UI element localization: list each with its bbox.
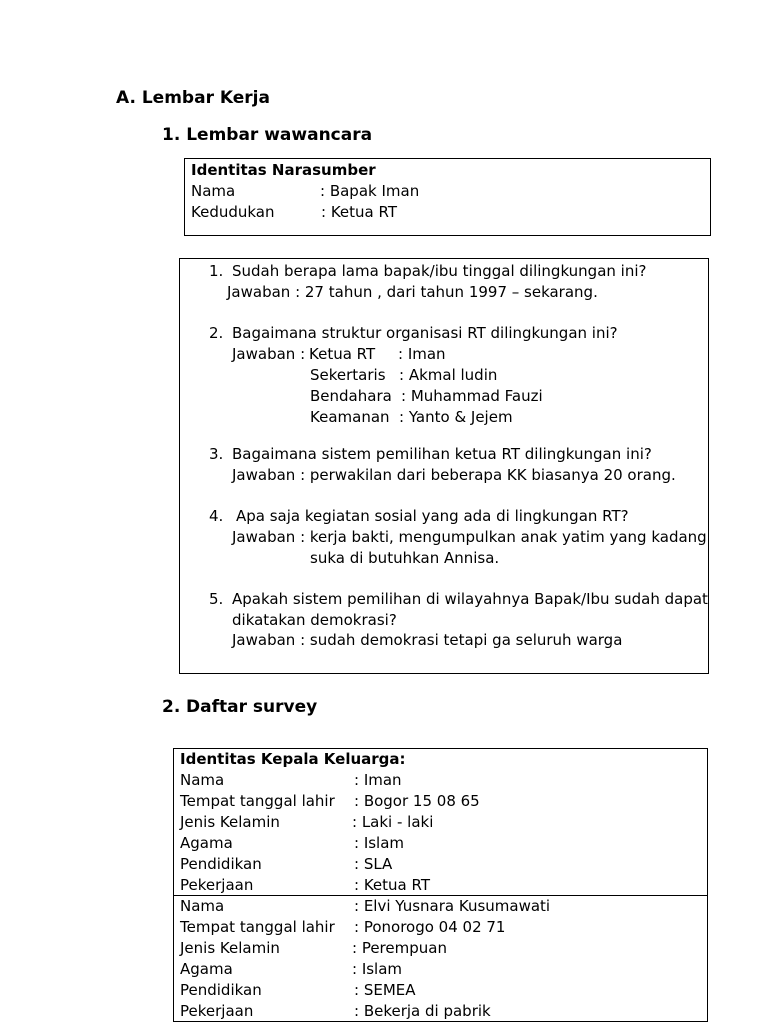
q5-answer: Jawaban : sudah demokrasi tetapi ga seluruh warga [232,631,623,649]
p2-label: Pekerjaan [180,1002,254,1020]
q2-answer-prefix: Jawaban : [232,345,306,363]
q5-question-line-1: Apakah sistem pemilihan di wilayahnya Bapak/Ibu sudah dapat [232,590,708,608]
p2-value: : Perempuan [352,939,447,957]
narasumber-heading: Identitas Narasumber [191,161,376,179]
p1-label: Nama [180,771,225,789]
q2-number: 2. [209,324,224,342]
p1-value: : Ketua RT [354,876,430,894]
p1-value: : Islam [354,834,405,852]
q5-question-line-2: dikatakan demokrasi? [232,611,397,629]
q2-role: Ketua RT [309,345,376,363]
p1-label: Jenis Kelamin [180,813,280,831]
p2-label: Nama [180,897,225,915]
q2-role-name: : Muhammad Fauzi [401,387,543,405]
q3-question: Bagaimana sistem pemilihan ketua RT dilingkungan ini? [232,445,652,463]
q2-role: Bendahara [310,387,392,405]
narasumber-box [184,158,711,236]
narasumber-position-label: Kedudukan [191,203,275,221]
q2-role-name: : Iman [398,345,446,363]
sub-2-title: Daftar survey [186,697,318,717]
q5-number: 5. [209,590,224,608]
p2-value: : Ponorogo 04 02 71 [354,918,506,936]
section-a-title: A. Lembar Kerja [116,88,270,108]
p1-label: Pekerjaan [180,876,254,894]
p1-label: Tempat tanggal lahir [180,792,335,810]
q1-answer: Jawaban : 27 tahun , dari tahun 1997 – sekarang. [227,283,598,301]
q2-role-name: : Yanto & Jejem [399,408,513,426]
interview-box [179,258,709,674]
p1-value: : SLA [354,855,393,873]
narasumber-name-value: : Bapak Iman [320,182,420,200]
q4-question: Apa saja kegiatan sosial yang ada di lingkungan RT? [236,507,629,525]
q2-role: Keamanan [310,408,390,426]
p1-value: : Laki - laki [352,813,434,831]
q2-role-name: : Akmal ludin [399,366,498,384]
q2-role: Sekertaris [310,366,386,384]
q4-answer-line-1: Jawaban : kerja bakti, mengumpulkan anak yatim yang kadang [232,528,707,546]
survey-heading: Identitas Kepala Keluarga: [180,750,406,768]
q3-answer: Jawaban : perwakilan dari beberapa KK biasanya 20 orang. [232,466,676,484]
q3-number: 3. [209,445,224,463]
p2-value: : Elvi Yusnara Kusumawati [354,897,551,915]
p2-label: Pendidikan [180,981,262,999]
q2-question: Bagaimana struktur organisasi RT dilingkungan ini? [232,324,618,342]
p1-label: Agama [180,834,233,852]
q1-number: 1. [209,262,224,280]
q1-question: Sudah berapa lama bapak/ibu tinggal dilingkungan ini? [232,262,647,280]
q4-number: 4. [209,507,224,525]
p2-label: Agama [180,960,233,978]
sub-1-title: 1. Lembar wawancara [162,125,373,145]
p2-value: : Islam [352,960,403,978]
p1-value: : Bogor 15 08 65 [354,792,480,810]
p2-value: : SEMEA [354,981,416,999]
sub-2-number: 2. [162,697,181,717]
p2-label: Jenis Kelamin [180,939,280,957]
survey-table [173,748,708,1022]
narasumber-position-value: : Ketua RT [321,203,397,221]
p2-value: : Bekerja di pabrik [354,1002,491,1020]
narasumber-name-label: Nama [191,182,236,200]
p1-value: : Iman [354,771,402,789]
q4-answer-line-2: suka di butuhkan Annisa. [310,549,500,567]
p2-label: Tempat tanggal lahir [180,918,335,936]
p1-label: Pendidikan [180,855,262,873]
